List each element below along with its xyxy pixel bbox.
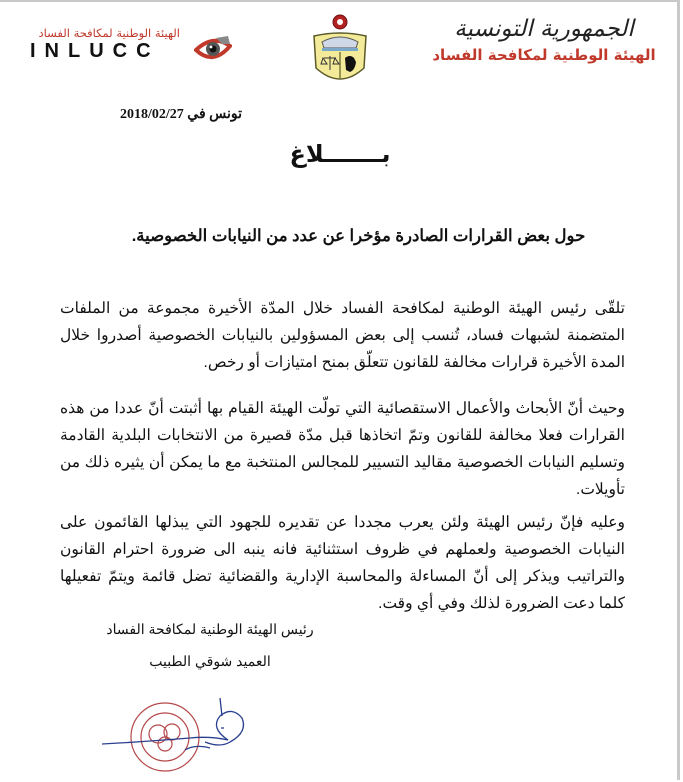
inlucc-logo-acronym: INLUCC [30,40,160,62]
letterhead-right [419,14,669,66]
tunisia-coat-of-arms-emblem [300,12,380,92]
date-line: تونس في 2018/02/27 [120,107,243,122]
inlucc-logo [22,26,232,66]
institution-name: الهيئة الوطنية لمكافحة الفساد [432,46,656,64]
official-stamp [131,703,199,771]
official-stamp-and-signature [80,692,280,782]
signatory-name: العميد شوقي الطبيب [149,653,271,669]
eye-icon [194,32,232,66]
document-title: بـــــــلاغ [289,140,391,168]
paragraph-2: وحيث أنّ الأبحاث والأعمال الاستقصائية التي تولّت الهيئة القيام بها أثبتت أنّ عددا من هذه القرارات فعلا مخالفة للقانون وتمّ اتخاذها قبل مدّة قصيرة من الانتخابات البلدية القادمة وتسليم النيابات الخصوصية مقاليد التسيير للمجالس المنتخبة مع ما يمكن أن يثيره ذلك من تأويلات. [60,400,625,498]
paragraph-3: وعليه فإنّ رئيس الهيئة ولئن يعرب مجددا عن تقديره للجهود التي يبذلها القائمون على النيابات الخصوصية ولعملهم في ظروف استثنائية فانه ينبه الى ضرورة احترام القانون والتراتيب ويذكر إلى أنّ المساءلة والمحاسبة الإدارية والقضائية تضل قائمة ويتمّ تفعيلها كلما دعت الضرورة لذلك وفي أي وقت. [60,514,625,612]
inlucc-logo-arabic-name: الهيئة الوطنية لمكافحة الفساد [38,26,180,40]
document-subject: حول بعض القرارات الصادرة مؤخرا عن عدد من النيابات الخصوصية. [131,227,586,245]
republic-name: الجمهورية التونسية [454,16,634,42]
paragraph-1: تلقّى رئيس الهيئة الوطنية لمكافحة الفساد خلال المدّة الأخيرة مجموعة من الملفات المتضمنة لشبهات فساد، تُنسب إلى بعض المسؤولين بالنيابات الخصوصية أصدروا خلال المدة الأخيرة قرارات مخالفة للقانون تتعلّق بمنح امتيازات أو رخص. [60,300,625,371]
signatory-role: رئيس الهيئة الوطنية لمكافحة الفساد [106,621,314,637]
